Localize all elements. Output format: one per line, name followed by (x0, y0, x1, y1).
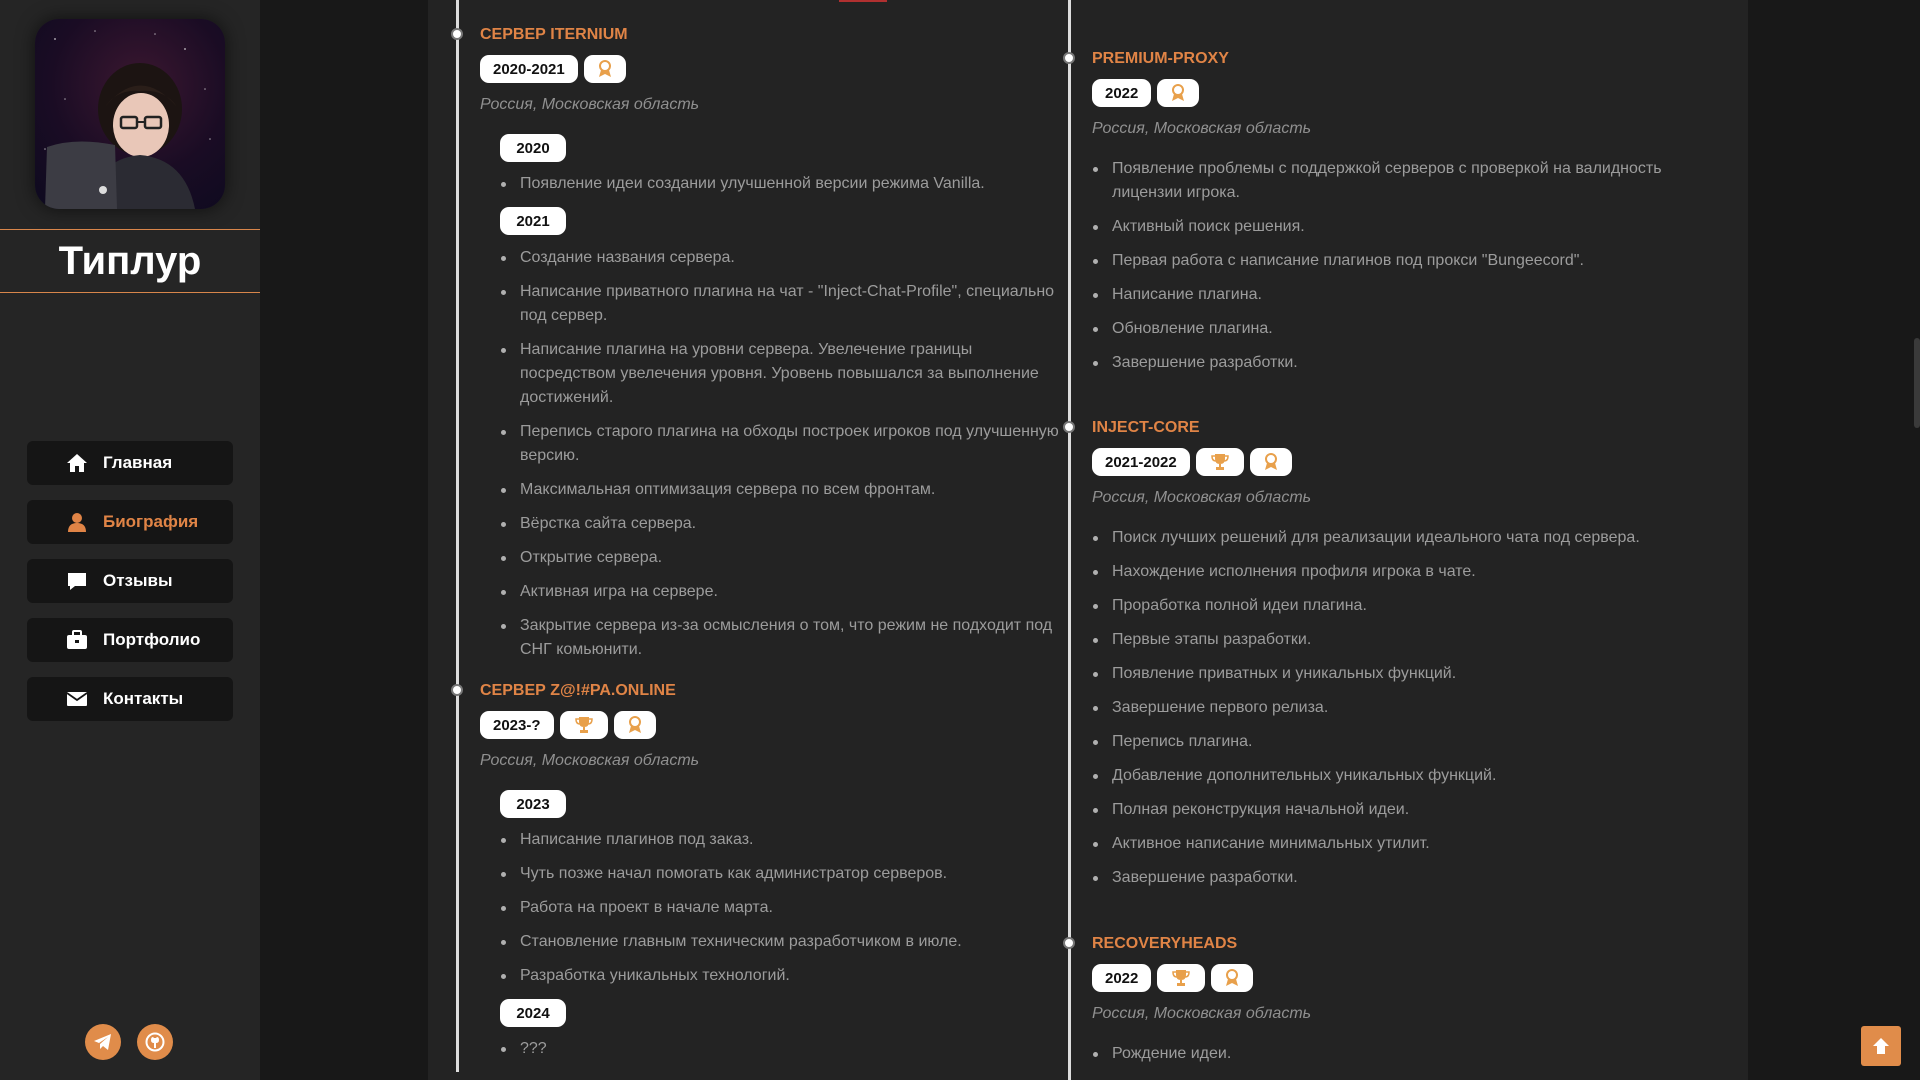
award-icon (598, 60, 612, 78)
list-item: Поиск лучших решений для реализации идеального чата под сервера. (1092, 526, 1682, 550)
list-item: ??? (500, 1037, 1060, 1061)
briefcase-icon (65, 628, 89, 652)
list-item: Первые этапы разработки. (1092, 628, 1682, 652)
timeline-line (456, 0, 459, 1072)
timeline-dot (451, 684, 463, 696)
list-item: Первая работа с написание плагинов под прокси "Bungeecord". (1092, 249, 1682, 273)
avatar (35, 19, 225, 209)
profile-name-block (0, 229, 260, 293)
entry-title: PREMIUM-PROXY (1092, 50, 1229, 67)
period-badge: 2022 (1092, 79, 1151, 107)
list-item: Написание плагина на уровни сервера. Увелечение границы посредством увелечения уровня. Уровень повышался за выполнение достижений. (500, 338, 1060, 410)
award-badge (584, 55, 626, 83)
list-item: Появление проблемы с поддержкой серверов с проверкой на валидность лицензии игрока. (1092, 157, 1682, 205)
github-icon (145, 1032, 165, 1052)
list-item: Завершение первого релиза. (1092, 696, 1682, 720)
list-item: Проработка полной идеи плагина. (1092, 594, 1682, 618)
list-item: Появление приватных и уникальных функций. (1092, 662, 1682, 686)
user-icon (65, 510, 89, 534)
entry-items (500, 828, 1060, 998)
list-item: Закрытие сервера из-за осмысления о том, что режим не подходит под СНГ комьюнити. (500, 614, 1060, 662)
list-item: Обновление плагина. (1092, 317, 1682, 341)
nav-item-home[interactable] (27, 441, 233, 485)
list-item: Перепись старого плагина на обходы построек игроков под улучшенную версию. (500, 420, 1060, 468)
entry-badges (480, 55, 626, 83)
entry-items (1092, 526, 1682, 900)
list-item: Написание плагинов под заказ. (500, 828, 1060, 852)
trophy-icon (575, 716, 593, 734)
envelope-icon (65, 687, 89, 711)
entry-location: Россия, Московская область (1092, 489, 1312, 506)
nav-item-label: Биография (103, 512, 199, 531)
entry-location: Россия, Московская область (480, 96, 700, 113)
nav-item-label: Контакты (103, 689, 184, 708)
list-item: Открытие сервера. (500, 546, 1060, 570)
trophy-icon (1211, 453, 1229, 471)
arrow-up-icon (1871, 1036, 1891, 1056)
period-badge: 2021-2022 (1092, 448, 1190, 476)
entry-title: СЕРВЕР Z@!#PA.ONLINE (480, 682, 676, 699)
list-item: Создание названия сервера. (500, 246, 1060, 270)
list-item: Написание плагина. (1092, 283, 1682, 307)
entry-items (500, 1037, 1060, 1071)
award-icon (1264, 453, 1278, 471)
list-item: Активная игра на сервере. (500, 580, 1060, 604)
list-item: Завершение разработки. (1092, 866, 1682, 890)
github-button[interactable] (137, 1024, 173, 1060)
nav-item-label: Портфолио (103, 630, 201, 649)
entry-items (1092, 157, 1682, 385)
profile-name: Типлур (58, 238, 202, 283)
list-item: Активное написание минимальных утилит. (1092, 832, 1682, 856)
year-badge: 2024 (500, 999, 566, 1027)
award-badge (1157, 79, 1199, 107)
list-item: Перепись плагина. (1092, 730, 1682, 754)
entry-title: RECOVERYHEADS (1092, 935, 1238, 952)
list-item: Разработка уникальных технологий. (500, 964, 1060, 988)
award-badge (614, 711, 656, 739)
list-item: Чуть позже начал помогать как администратор серверов. (500, 862, 1060, 886)
nav-item-portfolio[interactable] (27, 618, 233, 662)
nav-item-label: Отзывы (103, 571, 173, 590)
nav-item-biography[interactable] (27, 500, 233, 544)
telegram-button[interactable] (85, 1024, 121, 1060)
main-content (428, 0, 1748, 1080)
timeline-right (1068, 0, 1708, 1080)
trophy-badge (1196, 448, 1244, 476)
entry-title: INJECT-CORE (1092, 419, 1200, 436)
entry-title: СЕРВЕР ITERNIUM (480, 26, 628, 43)
list-item: Рождение идеи. (1092, 1042, 1682, 1066)
entry-location: Россия, Московская область (1092, 1005, 1312, 1022)
timeline-dot (451, 28, 463, 40)
nav-item-contacts[interactable] (27, 677, 233, 721)
year-badge: 2021 (500, 207, 566, 235)
list-item: Добавление дополнительных уникальных функций. (1092, 764, 1682, 788)
entry-badges (1092, 448, 1292, 476)
award-icon (628, 716, 642, 734)
award-icon (1225, 969, 1239, 987)
timeline-dot (1063, 52, 1075, 64)
entry-location: Россия, Московская область (480, 752, 700, 769)
home-icon (65, 451, 89, 475)
list-item: Полная реконструкция начальной идеи. (1092, 798, 1682, 822)
award-badge (1250, 448, 1292, 476)
list-item: Написание приватного плагина на чат - "Inject-Chat-Profile", специально под сервер. (500, 280, 1060, 328)
trophy-badge (560, 711, 608, 739)
list-item: Активный поиск решения. (1092, 215, 1682, 239)
timeline-line (1068, 0, 1071, 1080)
year-badge: 2023 (500, 790, 566, 818)
entry-badges (1092, 964, 1253, 992)
entry-badges (480, 711, 656, 739)
period-badge: 2022 (1092, 964, 1151, 992)
sidebar-nav (27, 441, 233, 736)
sidebar (0, 0, 260, 1080)
timeline-dot (1063, 937, 1075, 949)
timeline-left (428, 0, 1068, 1080)
scrollbar-thumb[interactable] (1914, 338, 1920, 428)
list-item: Завершение разработки. (1092, 351, 1682, 375)
entry-items (500, 172, 1060, 206)
list-item: Работа на проект в начале марта. (500, 896, 1060, 920)
entry-items (500, 246, 1060, 672)
list-item: Максимальная оптимизация сервера по всем фронтам. (500, 478, 1060, 502)
timeline-dot (1063, 421, 1075, 433)
entry-badges (1092, 79, 1199, 107)
scroll-to-top-button[interactable] (1861, 1026, 1901, 1066)
list-item: Вёрстка сайта сервера. (500, 512, 1060, 536)
entry-location: Россия, Московская область (1092, 120, 1312, 137)
nav-item-label: Главная (103, 453, 173, 472)
year-badge: 2020 (500, 134, 566, 162)
nav-item-reviews[interactable] (27, 559, 233, 603)
comment-icon (65, 569, 89, 593)
award-badge (1211, 964, 1253, 992)
entry-items (1092, 1042, 1682, 1076)
award-icon (1171, 84, 1185, 102)
trophy-icon (1172, 969, 1190, 987)
trophy-badge (1157, 964, 1205, 992)
telegram-icon (93, 1033, 113, 1051)
period-badge: 2020-2021 (480, 55, 578, 83)
list-item: Становление главным техническим разработчиком в июле. (500, 930, 1060, 954)
list-item: Появление идеи создании улучшенной версии режима Vanilla. (500, 172, 1060, 196)
period-badge: 2023-? (480, 711, 554, 739)
list-item: Нахождение исполнения профиля игрока в чате. (1092, 560, 1682, 584)
